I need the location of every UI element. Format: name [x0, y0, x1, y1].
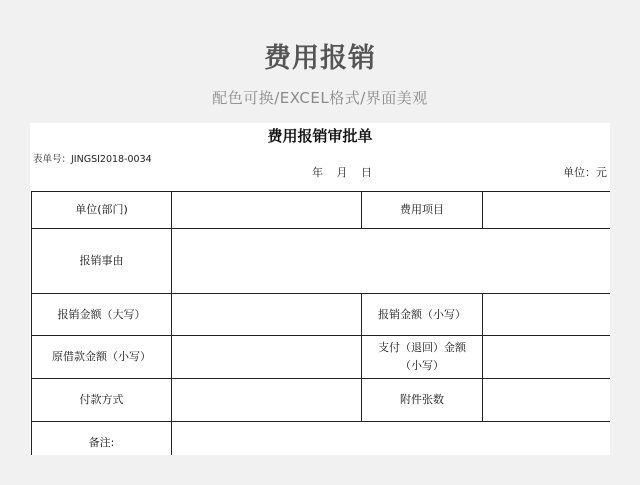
amount-upper-label: 报销金额（大写）	[32, 294, 172, 336]
attachments-label: 附件张数	[362, 379, 483, 422]
department-field[interactable]	[172, 192, 362, 229]
table-row	[32, 422, 611, 456]
table-row	[32, 192, 611, 229]
loan-lower-label: 原借款金额（小写）	[32, 336, 172, 379]
table-row	[32, 336, 611, 379]
reason-label: 报销事由	[32, 229, 172, 294]
expense-item-field[interactable]	[483, 192, 611, 229]
attachments-field[interactable]	[483, 379, 611, 422]
expense-form-table	[31, 191, 610, 455]
department-label: 单位(部门)	[32, 192, 172, 229]
amount-lower-field[interactable]	[483, 294, 611, 336]
amount-upper-field[interactable]	[172, 294, 362, 336]
loan-lower-field[interactable]	[172, 336, 362, 379]
refund-label: 支付（退回）金额（小写）	[362, 336, 483, 379]
remarks-label: 备注:	[32, 422, 172, 456]
remarks-field[interactable]	[172, 422, 611, 456]
form-number: 表单号：JINGSI2018-0034	[33, 154, 152, 165]
table-row	[32, 294, 611, 336]
expense-form-sheet	[30, 123, 610, 455]
form-title: 费用报销审批单	[267, 127, 373, 145]
form-date: 年 月 日	[312, 166, 372, 179]
page-subtitle: 配色可换/EXCEL格式/界面美观	[212, 89, 428, 107]
payment-method-field[interactable]	[172, 379, 362, 422]
expense-item-label: 费用项目	[362, 192, 483, 229]
refund-field[interactable]	[483, 336, 611, 379]
form-unit: 单位：元	[563, 166, 607, 179]
table-row	[32, 379, 611, 422]
reason-field[interactable]	[172, 229, 611, 294]
table-row	[32, 229, 611, 294]
payment-method-label: 付款方式	[32, 379, 172, 422]
amount-lower-label: 报销金额（小写）	[362, 294, 483, 336]
page-title: 费用报销	[264, 43, 376, 74]
